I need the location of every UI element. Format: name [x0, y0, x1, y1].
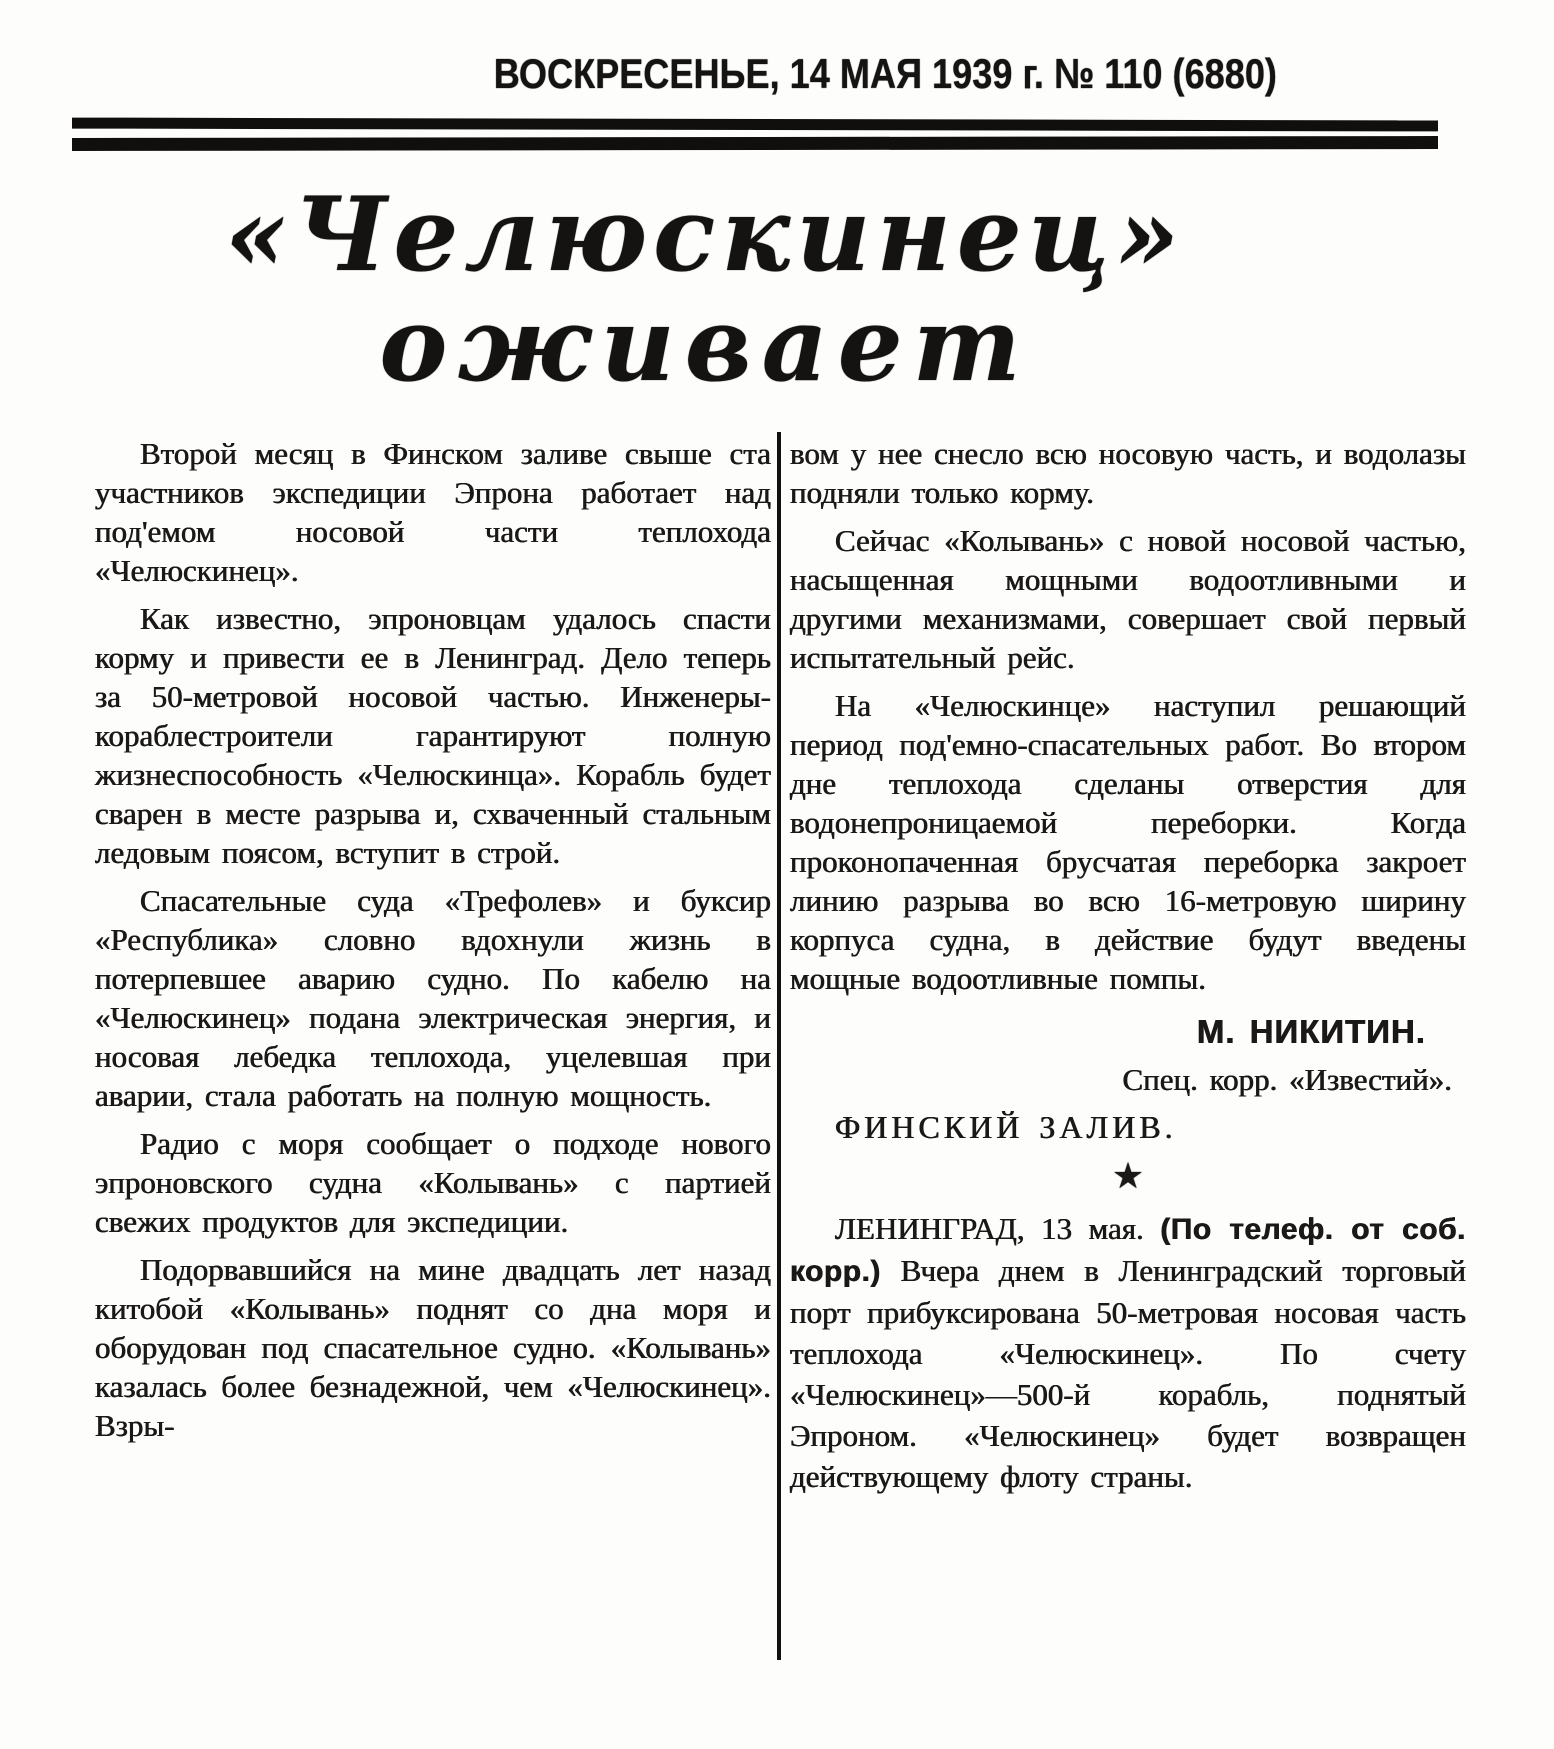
masthead-rule-bottom	[72, 136, 1438, 151]
paragraph-salvage-works: На «Челюскинце» наступил решающий период под'емно-спасательных работ. Во втором дне теплохода сделаны отверстия для водонепроницаемой переборки. Когда проконопаченная брусчатая переборка закроет линию разрыва во всю 16-метровую ширину корпуса судна, в действие будут введены мощные водоотливные помпы.	[790, 688, 1466, 996]
masthead-dateline: ВОСКРЕСЕНЬЕ, 14 МАЯ 1939 г. № 110 (6880)	[493, 50, 1277, 97]
dispatch-source-note: (По телеф. от соб. корр.)	[790, 1213, 1466, 1288]
star-divider-icon: ★	[1111, 1156, 1145, 1196]
left-column	[95, 434, 771, 1454]
paragraph-rescue-ships: Спасательные суда «Трефолев» и буксир «Республика» словно вдохнули жизнь в потерпевшее аварию судно. По кабелю на «Челюскинец» подана электрическая энергия, и носовая лебедка теплохода, уцелевшая при аварии, стала работать на полную мощность.	[95, 883, 771, 1113]
paragraph-leningrad-dispatch	[790, 1208, 1466, 1497]
paragraph-kolyvan-trial-voyage: Сейчас «Колывань» с новой носовой частью, насыщенная мощными водоотливными и другими механизмами, совершает свой первый испытательный рейс.	[790, 523, 1466, 675]
author-role: Спец. корр. «Известий».	[1122, 1062, 1452, 1097]
article-headline	[40, 175, 1370, 405]
paragraph-radio-news: Радио с моря сообщает о подходе нового эпроновского судна «Колывань» с партией свежих продуктов для экспедиции.	[95, 1126, 771, 1239]
masthead-rule-top	[72, 118, 1438, 132]
dateline-location: ФИНСКИЙ ЗАЛИВ.	[835, 1109, 1177, 1145]
paragraph-kolyvan-continued: вом у нее снесло всю носовую часть, и водолазы подняли только корму.	[790, 436, 1466, 510]
headline-line-2: оживает	[379, 285, 1031, 405]
paragraph-intro: Второй месяц в Финском заливе свыше ста участников экспедиции Эпрона работает над под'емом носовой части теплохода «Челюскинец».	[95, 436, 771, 588]
paragraph-kolyvan-history: Подорвавшийся на мине двадцать лет назад китобой «Колывань» поднят со дна моря и оборудован под спасательное судно. «Колывань» казалась более безнадежной, чем «Челюскинец». Взры-	[95, 1252, 771, 1443]
column-divider	[777, 432, 781, 1660]
dispatch-body: Вчера днем в Ленинградский торговый порт прибуксирована 50-метровая носовая часть теплохода «Челюскинец». По счету «Челюскинец»—500-й корабль, поднятый Эпроном. «Челюскинец» будет возвращен действующему флоту страны.	[790, 1253, 1466, 1494]
dispatch-dateline: ЛЕНИНГРАД, 13 мая.	[835, 1211, 1161, 1246]
headline-line-1: «Челюскинец»	[224, 175, 1186, 295]
right-column	[790, 434, 1466, 1506]
author-signature: М. НИКИТИН.	[1196, 1013, 1426, 1050]
paragraph-stern-salvage: Как известно, эпроновцам удалось спасти корму и привести ее в Ленинград. Дело теперь за 50-метровой носовой частью. Инженеры-кораблестроители гарантируют полную жизнеспособность «Челюскинца». Корабль будет сварен в месте разрыва и, схваченный стальным ледовым поясом, вступит в строй.	[95, 601, 771, 870]
